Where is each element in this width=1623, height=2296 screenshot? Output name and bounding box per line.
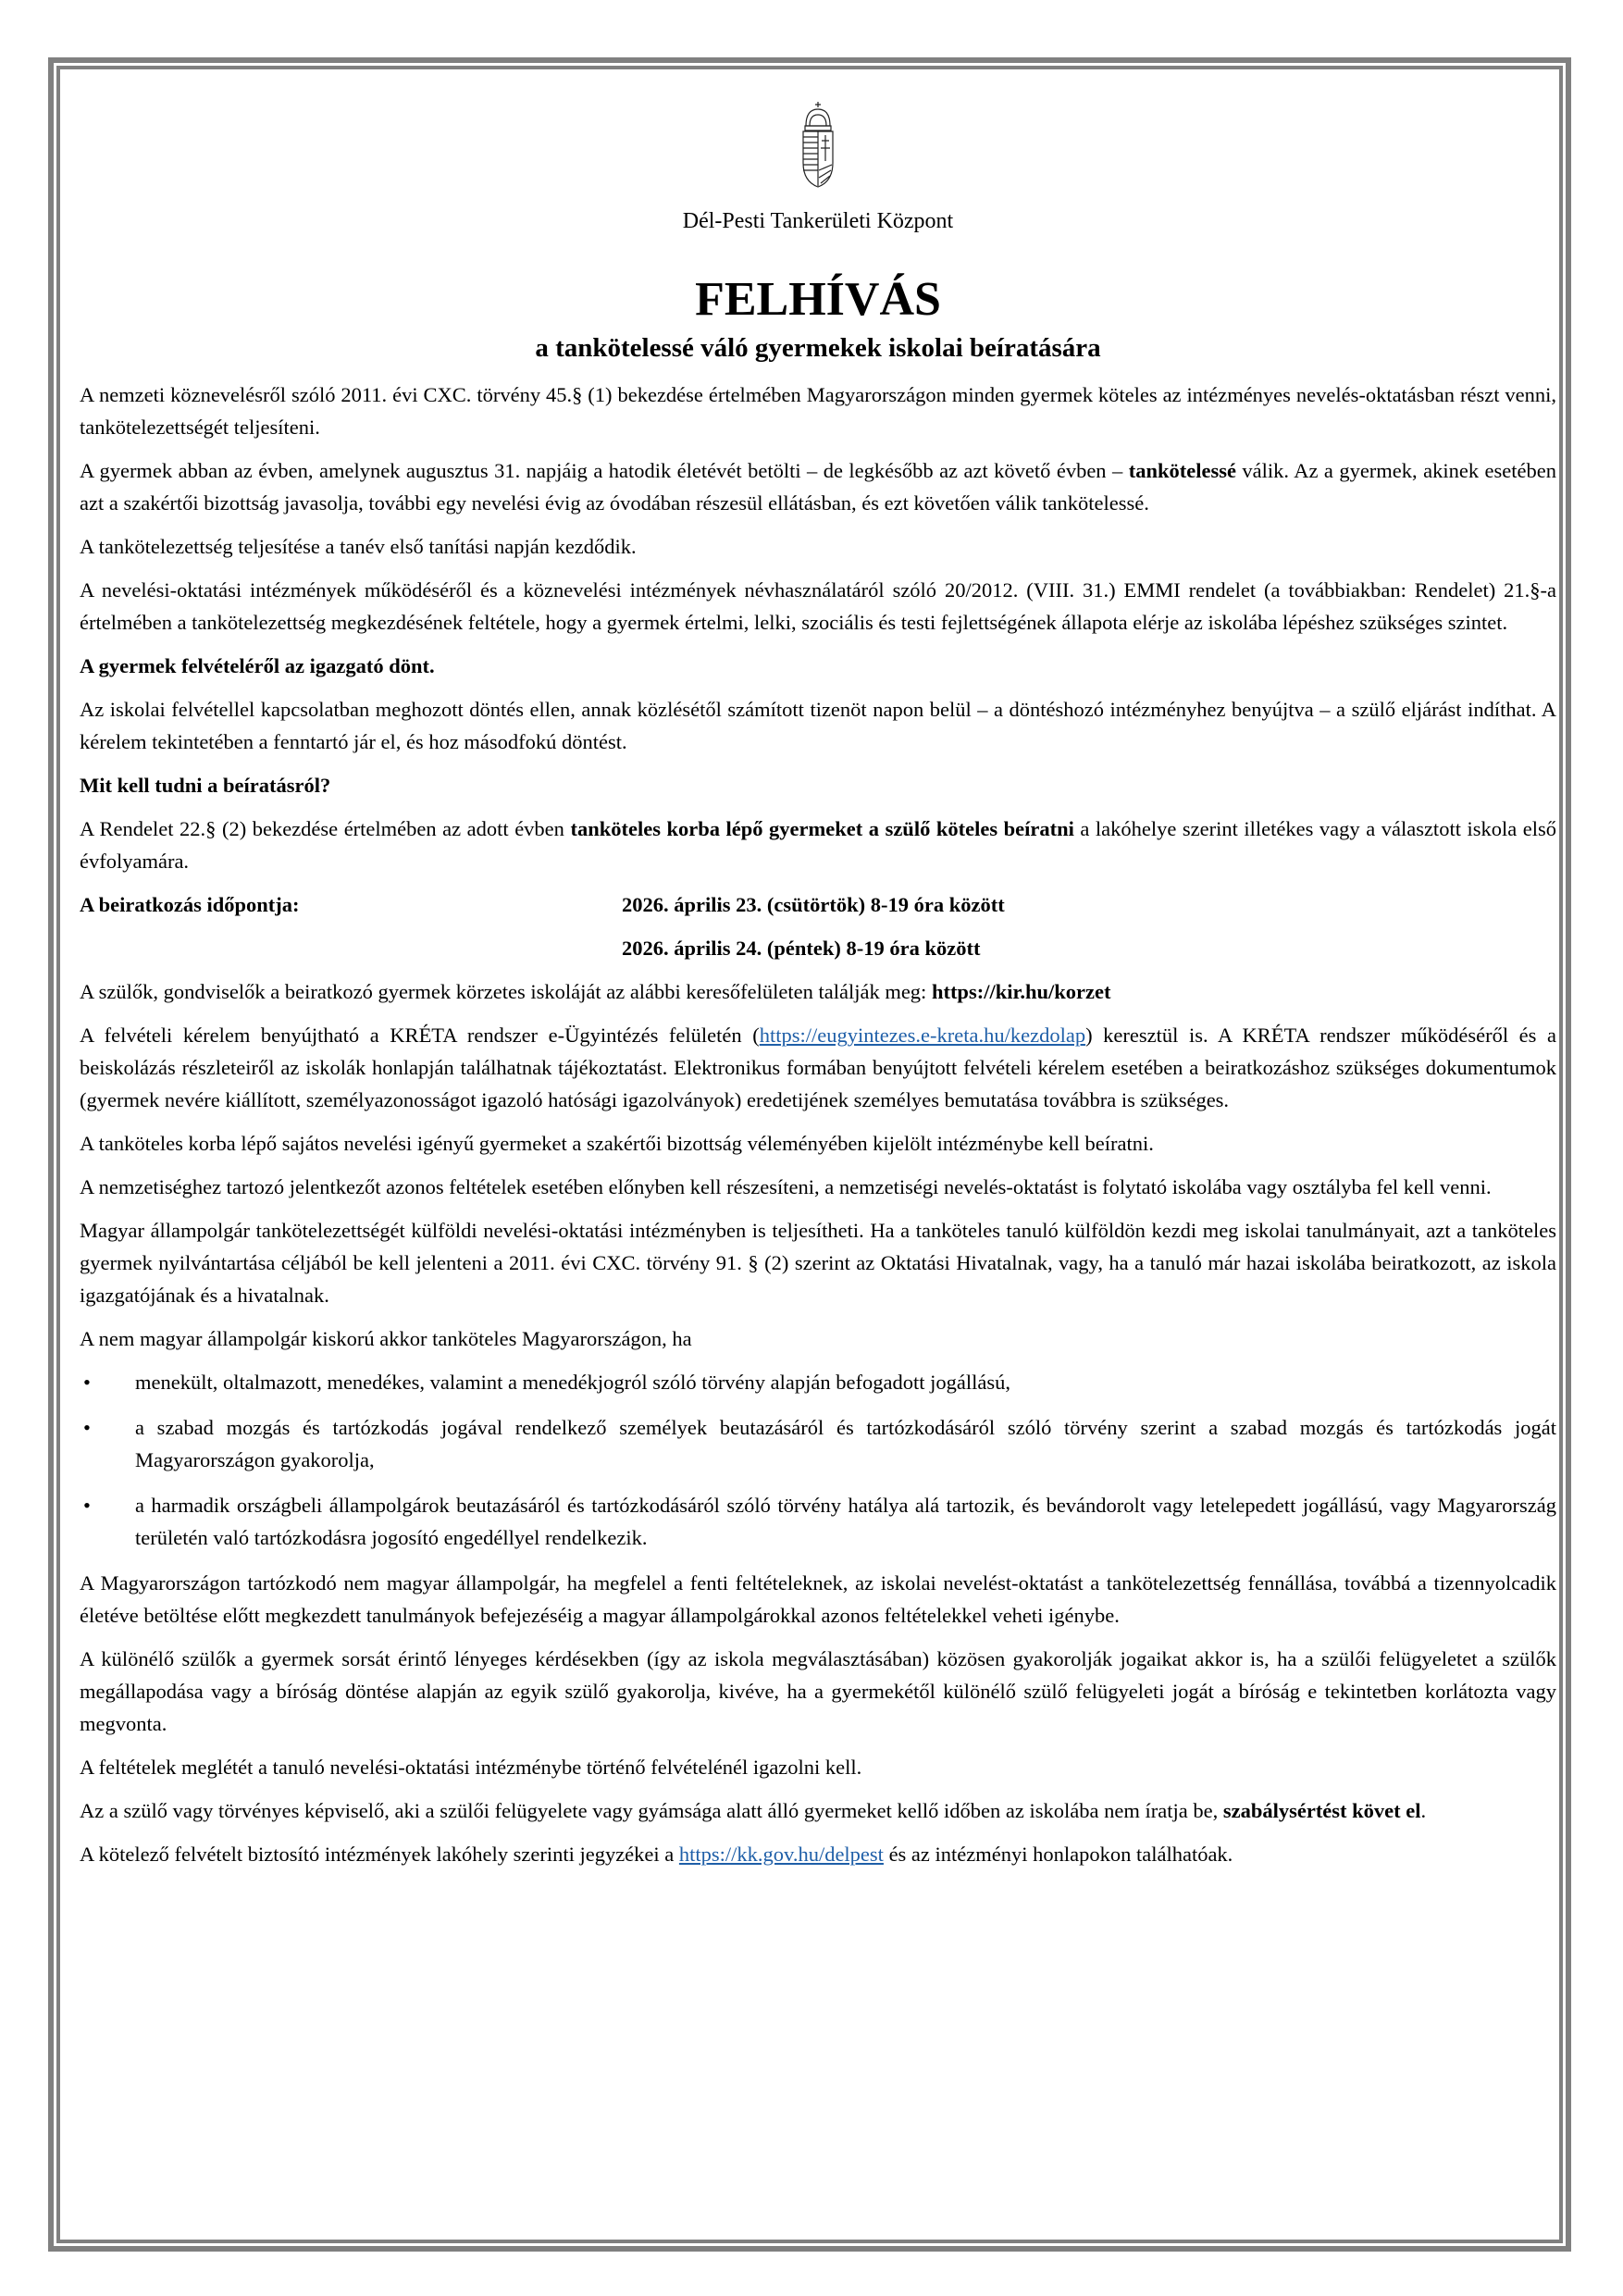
- paragraph-offence: Az a szülő vagy törvényes képviselő, aki a szülői felügyelete vagy gyámsága alatt álló gyermeket kellő időben az iskolába nem íratja be, szabálysértést követ el.: [80, 1799, 1427, 1823]
- emphasis-obligation: tanköteles korba lépő gyermeket a szülő köteles beíratni: [570, 817, 1074, 841]
- heading-director-decides: A gyermek felvételéről az igazgató dönt.: [80, 654, 435, 678]
- paragraph-district-search: A szülők, gondviselők a beiratkozó gyermek körzetes iskoláját az alábbi keresőfelületen találják meg: https://kir.hu/korzet: [80, 980, 1111, 1004]
- bullet-icon: •: [83, 1416, 91, 1440]
- enrollment-date-row: [80, 888, 1556, 921]
- enrollment-date-1: 2026. április 23. (csütörtök) 8-19 óra között: [622, 893, 1005, 917]
- coat-of-arms-icon: [799, 100, 837, 189]
- paragraph-school-start: A tankötelezettség teljesítése a tanév első tanítási napján kezdődik.: [80, 535, 637, 559]
- bullet-icon: •: [83, 1494, 91, 1518]
- enrollment-label: A beiratkozás időpontja:: [80, 893, 300, 917]
- heading-what-to-know: Mit kell tudni a beíratásról?: [80, 774, 331, 798]
- list-item: • a szabad mozgás és tartózkodás jogával rendelkező személyek beutazásáról és tartózkodásáról szóló törvény szerint a szabad mozgás és tartózkodás jogát Magyarországon gyakorolja,: [80, 1411, 1556, 1476]
- emphasis-tankotelesse: tankötelessé: [1128, 459, 1236, 483]
- list-item: • menekült, oltalmazott, menedékes, valamint a menedékjogról szóló törvény alapján befogadott jogállású,: [80, 1366, 1556, 1398]
- kk-gov-delpest-link[interactable]: https://kk.gov.hu/delpest: [678, 1843, 884, 1867]
- paragraph-regulation: A nevelési-oktatási intézmények működéséről és a köznevelési intézmények névhasználatáról szóló 20/2012. (VIII. 31.) EMMI rendelet (a továbbiakban: Rendelet) 21.§-a értelmében a tankötelezettség megkezdésének feltétele, hogy a gyermek értelmi, lelki, szociális és testi fejlettségének állapota elérje az iskolába lépéshez szükséges szintet.: [80, 578, 1556, 635]
- paragraph-verification: A feltételek meglétét a tanuló nevelési-oktatási intézménybe történő felvételénél igazolni kell.: [80, 1756, 862, 1780]
- paragraph-abroad: Magyar állampolgár tankötelezettségét külföldi nevelési-oktatási intézményben is teljesítheti. Ha a tanköteles tanuló külföldön kezdi meg iskolai tanulmányait, azt a tanköteles gyermek nyilvántartása céljából be kell jelenteni a 2011. évi CXC. törvény 91. § (2) szerint az Oktatási Hivatalnak, vagy, ha a tanuló már hazai iskolába beiratkozott, az iskola igazgatójának és a hivatalnak.: [80, 1219, 1556, 1308]
- enrollment-date-2: 2026. április 24. (péntek) 8-19 óra között: [622, 937, 981, 961]
- paragraph-appeal: Az iskolai felvétellel kapcsolatban meghozott döntés ellen, annak közlésétől számított tizenöt napon belül – a döntéshozó intézményhez benyújtva – a szülő eljárást indíthat. A kérelem tekintetében a fenntartó jár el, és hoz másodfokú döntést.: [80, 698, 1556, 754]
- list-item: • a harmadik országbeli állampolgárok beutazásáról és tartózkodásáról szóló törvény hatálya alá tartozik, és bevándorolt vagy letelepedett jogállású, vagy Magyarország területén való tartózkodásra jogosító engedéllyel rendelkezik.: [80, 1489, 1556, 1554]
- emphasis-offence: szabálysértést követ el: [1222, 1799, 1421, 1823]
- paragraph-kreta: A felvételi kérelem benyújtható a KRÉTA rendszer e-Ügyintézés felületén (https://eugyintezes.e-kreta.hu/kezdolap) keresztül is. A KRÉTA rendszer működéséről és a beiskolázás részleteiről az iskolák honlapján találhatnak tájékoztatást. Elektronikus formában benyújtott felvételi kérelem esetében a beiratkozáshoz szükséges dokumentumok (gyermek nevére kiállított, személyazonosságot igazoló hatósági igazolványok) eredetijének személyes bemutatása továbbra is szükséges.: [80, 1024, 1556, 1112]
- paragraph-registry: A kötelező felvételt biztosító intézmények lakóhely szerinti jegyzékei a https://kk.gov.hu/delpest és az intézményi honlapokon találhatóak.: [80, 1843, 1233, 1867]
- paragraph-special-needs: A tanköteles korba lépő sajátos nevelési igényű gyermeket a szakértői bizottság véleményében kijelölt intézménybe kell beíratni.: [80, 1132, 1154, 1156]
- page-title: FELHÍVÁS: [695, 273, 941, 326]
- paragraph-compulsory-education: A nemzeti köznevelésről szóló 2011. évi CXC. törvény 45.§ (1) bekezdése értelmében Magyarországon minden gyermek köteles az intézményes nevelés-oktatásban részt venni, tankötelezettségét teljesíteni.: [80, 383, 1556, 440]
- paragraph-school-age: A gyermek abban az évben, amelynek augusztus 31. napjáig a hatodik életévét betölti – de legkésőbb az azt követő évben – tankötelessé válik. Az a gyermek, akinek esetében azt a szakértői bizottság javasolja, további egy nevelési évig az óvodában részesül ellátásban, és ezt követően válik tankötelessé.: [80, 459, 1556, 515]
- document-page: [80, 100, 1556, 1881]
- kreta-link[interactable]: https://eugyintezes.e-kreta.hu/kezdolap: [759, 1024, 1086, 1048]
- kir-korzet-link-text: https://kir.hu/korzet: [931, 980, 1111, 1004]
- conditions-list: [80, 1366, 1556, 1554]
- paragraph-non-citizen-rights: A Magyarországon tartózkodó nem magyar állampolgár, ha megfelel a fenti feltételeknek, az iskolai nevelést-oktatást a tankötelezettség fennállása, továbbá a tizennyolcadik életéve betöltése előtt megkezdett tanulmányok befejezéséig a magyar állampolgárokkal azonos feltételekkel veheti igénybe.: [80, 1571, 1556, 1628]
- organization-name: Dél-Pesti Tankerületi Központ: [682, 209, 954, 233]
- paragraph-non-citizen: A nem magyar állampolgár kiskorú akkor tanköteles Magyarországon, ha: [80, 1327, 692, 1351]
- bullet-icon: •: [83, 1371, 91, 1395]
- paragraph-obligation: A Rendelet 22.§ (2) bekezdése értelmében az adott évben tanköteles korba lépő gyermeket a szülő köteles beíratni a lakóhelye szerint illetékes vagy a választott iskola első évfolyamára.: [80, 817, 1556, 874]
- paragraph-nationality: A nemzetiséghez tartozó jelentkezőt azonos feltételek esetében előnyben kell részesíteni, a nemzetiségi nevelés-oktatást is folytató iskolába vagy osztályba fel kell venni.: [80, 1175, 1492, 1199]
- page-subtitle: a tankötelessé váló gyermekek iskolai beíratására: [535, 333, 1101, 364]
- paragraph-separated-parents: A különélő szülők a gyermek sorsát érintő lényeges kérdésekben (így az iskola megválasztásában) közösen gyakorolják jogaikat akkor is, ha a szülői felügyeletet a szülők megállapodása vagy a bíróság döntése alapján az egyik szülő gyakorolja, kivéve, ha a gyermekétől különélő szülő felügyeleti jogát a bíróság e tekintetben korlátozta vagy megvonta.: [80, 1647, 1556, 1736]
